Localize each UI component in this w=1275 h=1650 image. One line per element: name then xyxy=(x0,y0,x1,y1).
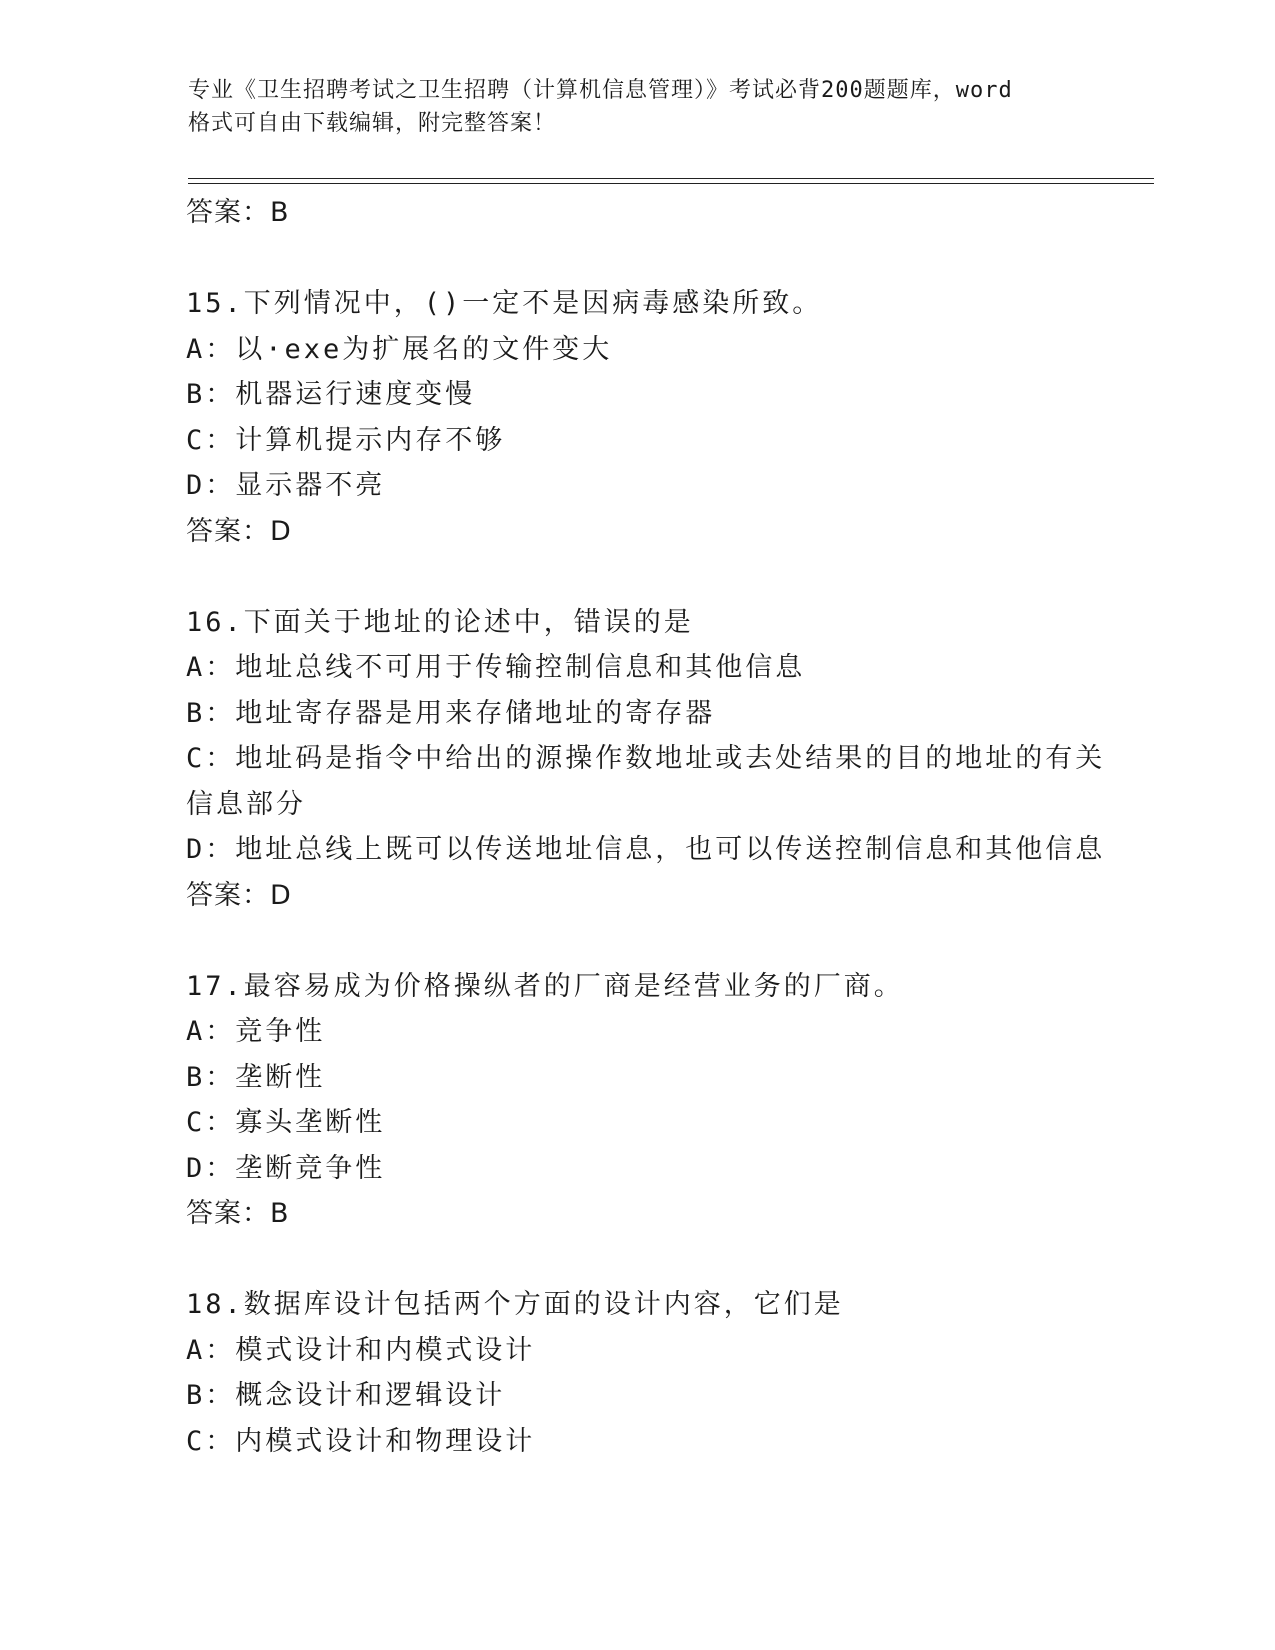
question-stem: 18.数据库设计包括两个方面的设计内容，它们是 xyxy=(186,1289,844,1320)
header-line-1: 专业《卫生招聘考试之卫生招聘（计算机信息管理）》考试必背200题题库，word xyxy=(188,78,1013,103)
option-d: D：显示器不亮 xyxy=(186,470,386,501)
option-a: A：模式设计和内模式设计 xyxy=(186,1334,536,1366)
option-a: A：地址总线不可用于传输控制信息和其他信息 xyxy=(186,652,806,683)
spacer xyxy=(186,554,1146,600)
header-line-2: 格式可自由下载编辑，附完整答案！ xyxy=(188,111,557,136)
question-block-15 xyxy=(186,281,1146,554)
question-block-18 xyxy=(186,1282,1146,1464)
answer-line: 答案：B xyxy=(186,1198,290,1229)
question-stem: 15.下列情况中，()一定不是因病毒感染所致。 xyxy=(186,288,823,319)
option-b: B：概念设计和逻辑设计 xyxy=(186,1380,506,1411)
option-b: B：垄断性 xyxy=(186,1061,326,1093)
answer-line: 答案：B xyxy=(186,197,290,228)
option-b: B：地址寄存器是用来存储地址的寄存器 xyxy=(186,697,716,729)
option-c: C：寡头垄断性 xyxy=(186,1107,386,1138)
spacer xyxy=(186,918,1146,964)
answer-line: 答案：D xyxy=(186,515,292,547)
question-list xyxy=(186,190,1146,1464)
option-d: D：地址总线上既可以传送地址信息，也可以传送控制信息和其他信息 xyxy=(186,834,1106,865)
question-stem: 17.最容易成为价格操纵者的厂商是经营业务的厂商。 xyxy=(186,970,904,1002)
spacer xyxy=(186,1237,1146,1283)
option-b: B：机器运行速度变慢 xyxy=(186,379,476,410)
header-divider-bottom xyxy=(188,183,1154,184)
option-c: C：内模式设计和物理设计 xyxy=(186,1425,536,1457)
option-c: C：地址码是指令中给出的源操作数地址或去处结果的目的地址的有关 xyxy=(186,743,1106,774)
option-d: D：垄断竞争性 xyxy=(186,1152,386,1184)
document-header xyxy=(188,74,1088,140)
option-a: A：以·exe为扩展名的文件变大 xyxy=(186,333,613,365)
option-a: A：竞争性 xyxy=(186,1016,326,1047)
answer-line: 答案：D xyxy=(186,879,292,911)
question-block-16 xyxy=(186,600,1146,919)
spacer xyxy=(186,236,1146,282)
option-c-continued: 信息部分 xyxy=(186,788,306,820)
option-c: C：计算机提示内存不够 xyxy=(186,424,506,456)
header-divider-top xyxy=(188,178,1154,179)
question-stem: 16.下面关于地址的论述中，错误的是 xyxy=(186,606,694,638)
question-block-17 xyxy=(186,964,1146,1237)
